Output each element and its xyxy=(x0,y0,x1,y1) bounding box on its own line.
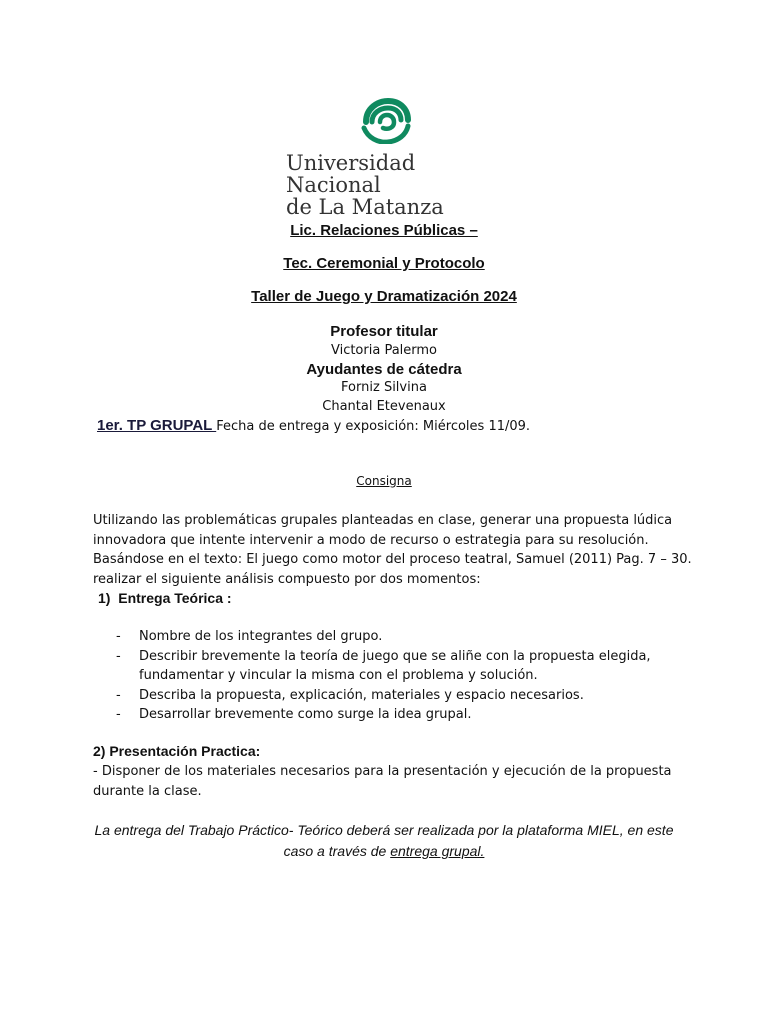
ayudantes-label: Ayudantes de cátedra xyxy=(306,361,462,378)
ayudante-name: Forniz Silvina xyxy=(341,380,427,395)
university-name xyxy=(286,152,496,218)
entrega-title: Entrega Teórica : xyxy=(118,590,232,606)
taller-title: Taller de Juego y Dramatización 2024 xyxy=(251,288,517,305)
list-item: - Describa la propuesta, explicación, materiales y espacio necesarios. xyxy=(116,687,584,703)
university-name-line1: Universidad Nacional xyxy=(286,151,416,197)
entrega-heading xyxy=(98,590,232,606)
ayudante-name: Chantal Etevenaux xyxy=(322,399,446,414)
tp-fecha: Fecha de entrega y exposición: Miércoles 11/09. xyxy=(216,419,531,434)
university-name-line2: de La Matanza xyxy=(286,195,444,219)
presentacion-text: - Disponer de los materiales necesarios para la presentación y ejecución de la propuesta durante la clase. xyxy=(93,764,672,799)
tec-title: Tec. Ceremonial y Protocolo xyxy=(283,255,485,272)
list-item: - Nombre de los integrantes del grupo. xyxy=(116,629,383,644)
final-note-text: La entrega del Trabajo Práctico- Teórico deberá ser realizada por la plataforma MIEL, en este caso a través de xyxy=(94,822,674,859)
university-logo xyxy=(284,98,494,219)
entrega-number: 1) xyxy=(98,590,111,606)
profesor-name: Victoria Palermo xyxy=(330,343,438,358)
tp-title: 1er. TP GRUPAL xyxy=(97,417,217,434)
profesor-label: Profesor titular xyxy=(330,323,438,340)
tp-line xyxy=(97,417,530,434)
final-note-underlined: entrega grupal. xyxy=(390,843,485,859)
consigna-title: Consigna xyxy=(356,474,412,488)
entrega-list xyxy=(116,627,676,725)
presentacion-heading: 2) Presentación Practica: xyxy=(93,743,261,759)
consigna-paragraph: Utilizando las problemáticas grupales planteadas en clase, generar una propuesta lúdica innovadora que intente intervenir a modo de recurso o estrategia para su resolución. Basándose en el texto: El juego como motor del proceso teatral, Samuel (2011) Pag. 7 – 30. realizar el siguiente análisis compuesto por dos momentos: xyxy=(93,513,692,587)
final-note xyxy=(0,820,768,862)
career-title: Lic. Relaciones Públicas – xyxy=(290,222,478,239)
list-item: - Desarrollar brevemente como surge la idea grupal. xyxy=(116,707,472,722)
list-item: - Describir brevemente la teoría de juego que se aliñe con la propuesta elegida, fundamentar y vincular la misma con el problema y solución. xyxy=(116,648,651,683)
unlam-swirl-icon xyxy=(360,98,412,144)
